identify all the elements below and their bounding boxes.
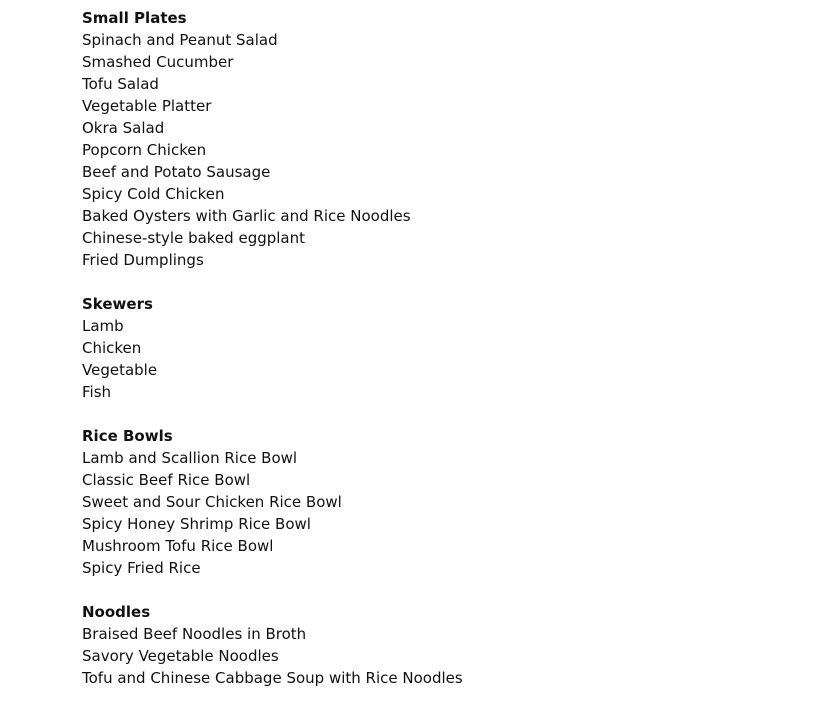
section-title: Small Plates (82, 9, 187, 27)
menu-item: Savory Vegetable Noodles (82, 647, 279, 665)
menu-item: Lamb (82, 317, 124, 335)
menu-item: Okra Salad (82, 119, 165, 137)
menu-item: Fried Dumplings (82, 251, 204, 269)
menu-item: Fish (82, 383, 112, 401)
menu-document (82, 7, 782, 711)
menu-item: Spinach and Peanut Salad (82, 31, 278, 49)
section-noodles (82, 601, 782, 689)
menu-item: Chinese-style baked eggplant (82, 229, 306, 247)
menu-item: Classic Beef Rice Bowl (82, 471, 251, 489)
menu-item: Popcorn Chicken (82, 141, 207, 159)
menu-item: Vegetable (82, 361, 158, 379)
menu-item: Vegetable Platter (82, 97, 212, 115)
section-small-plates (82, 7, 782, 271)
menu-item: Baked Oysters with Garlic and Rice Noodles (82, 207, 411, 225)
menu-item: Spicy Cold Chicken (82, 185, 225, 203)
menu-item: Tofu Salad (82, 75, 159, 93)
section-rice-bowls (82, 425, 782, 579)
menu-item: Chicken (82, 339, 142, 357)
menu-item: Lamb and Scallion Rice Bowl (82, 449, 298, 467)
section-title: Skewers (82, 295, 153, 313)
menu-item: Spicy Fried Rice (82, 559, 201, 577)
menu-item: Smashed Cucumber (82, 53, 234, 71)
menu-item: Mushroom Tofu Rice Bowl (82, 537, 274, 555)
section-title: Rice Bowls (82, 427, 173, 445)
section-skewers (82, 293, 782, 403)
menu-item: Spicy Honey Shrimp Rice Bowl (82, 515, 311, 533)
menu-item: Sweet and Sour Chicken Rice Bowl (82, 493, 342, 511)
section-title: Noodles (82, 603, 151, 621)
menu-item: Beef and Potato Sausage (82, 163, 271, 181)
menu-item: Tofu and Chinese Cabbage Soup with Rice Noodles (82, 669, 463, 687)
menu-item: Braised Beef Noodles in Broth (82, 625, 307, 643)
